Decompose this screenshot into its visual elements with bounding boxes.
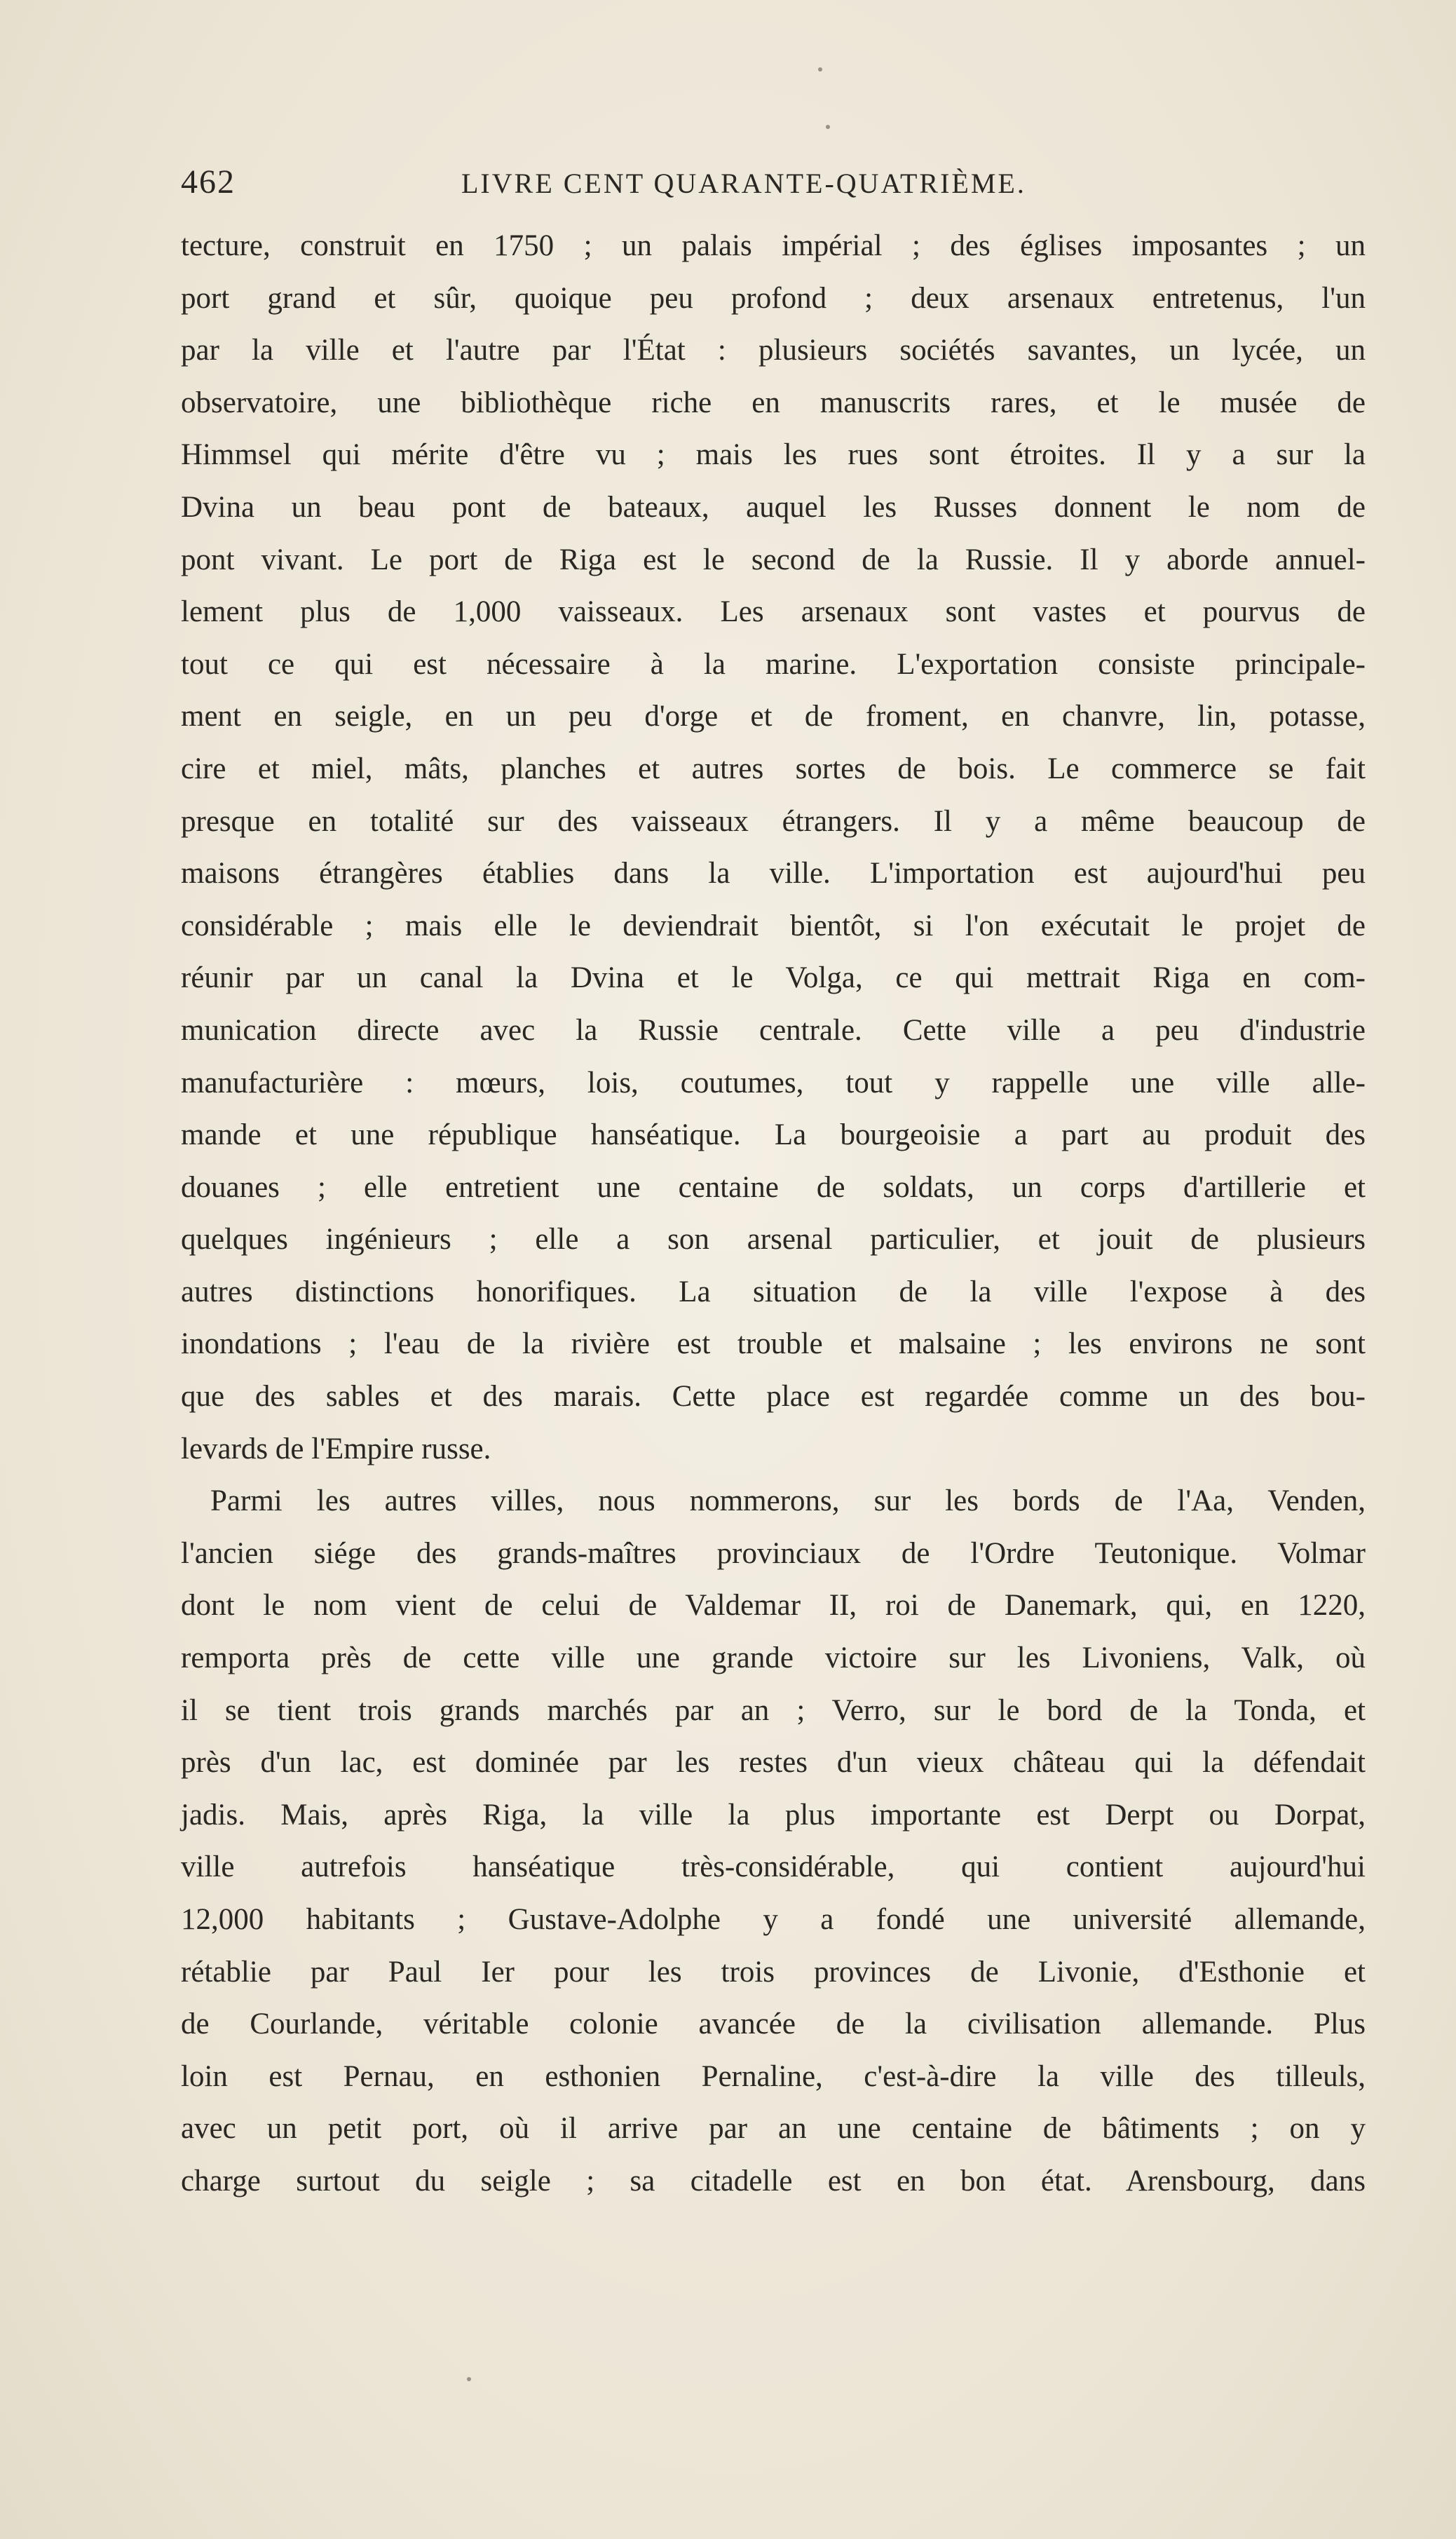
text-line: l'ancien siége des grands-maîtres provinciaux de l'Ordre Teutonique. Volmar bbox=[181, 1536, 1366, 1570]
text-line: de Courlande, véritable colonie avancée de la civilisation allemande. Plus bbox=[181, 2007, 1366, 2041]
text-line: pont vivant. Le port de Riga est le second de la Russie. Il y aborde annuel- bbox=[181, 543, 1366, 576]
text-line: tecture, construit en 1750 ; un palais impérial ; des églises imposantes ; un bbox=[181, 229, 1366, 262]
text-line: que des sables et des marais. Cette place est regardée comme un des bou- bbox=[181, 1380, 1366, 1414]
text-line: remporta près de cette ville une grande victoire sur les Livoniens, Valk, où bbox=[181, 1641, 1366, 1675]
text-line: lement plus de 1,000 vaisseaux. Les arsenaux sont vastes et pourvus de bbox=[181, 595, 1366, 629]
text-line: ment en seigle, en un peu d'orge et de froment, en chanvre, lin, potasse, bbox=[181, 700, 1366, 733]
text-line: il se tient trois grands marchés par an ; Verro, sur le bord de la Tonda, et bbox=[181, 1693, 1366, 1727]
text-line: charge surtout du seigle ; sa citadelle est en bon état. Arensbourg, dans bbox=[181, 2164, 1366, 2198]
text-line: près d'un lac, est dominée par les restes d'un vieux château qui la défendait bbox=[181, 1746, 1366, 1780]
text-line: presque en totalité sur des vaisseaux étrangers. Il y a même beaucoup de bbox=[181, 804, 1366, 838]
paper-speck bbox=[818, 67, 822, 72]
text-line: loin est Pernau, en esthonien Pernaline, c'est-à-dire la ville des tilleuls, bbox=[181, 2059, 1366, 2093]
text-line-paragraph-end: levards de l'Empire russe. bbox=[181, 1432, 491, 1465]
text-line: Dvina un beau pont de bateaux, auquel les Russes donnent le nom de bbox=[181, 490, 1366, 524]
text-line: inondations ; l'eau de la rivière est trouble et malsaine ; les environs ne sont bbox=[181, 1327, 1366, 1361]
text-line: port grand et sûr, quoique peu profond ; deux arsenaux entretenus, l'un bbox=[181, 281, 1366, 315]
text-line: ville autrefois hanséatique très-considérable, qui contient aujourd'hui bbox=[181, 1850, 1366, 1884]
paper-speck bbox=[467, 2377, 471, 2381]
text-line-paragraph-start: Parmi les autres villes, nous nommerons, sur les bords de l'Aa, Venden, bbox=[210, 1484, 1366, 1518]
text-line: maisons étrangères établies dans la ville. L'importation est aujourd'hui peu bbox=[181, 857, 1366, 891]
body-text bbox=[181, 220, 1366, 2208]
text-line: dont le nom vient de celui de Valdemar II, roi de Danemark, qui, en 1220, bbox=[181, 1589, 1366, 1623]
text-line: mande et une république hanséatique. La bourgeoisie a part au produit des bbox=[181, 1118, 1366, 1152]
text-line: jadis. Mais, après Riga, la ville la plus importante est Derpt ou Dorpat, bbox=[181, 1798, 1366, 1832]
page-number: 462 bbox=[181, 163, 236, 201]
text-line: Himmsel qui mérite d'être vu ; mais les rues sont étroites. Il y a sur la bbox=[181, 438, 1366, 472]
text-line: avec un petit port, où il arrive par an une centaine de bâtiments ; on y bbox=[181, 2112, 1366, 2146]
page-header bbox=[181, 163, 1359, 205]
text-line: cire et miel, mâts, planches et autres sortes de bois. Le commerce se fait bbox=[181, 752, 1366, 785]
text-line: réunir par un canal la Dvina et le Volga, ce qui mettrait Riga en com- bbox=[181, 961, 1366, 995]
text-line: autres distinctions honorifiques. La situation de la ville l'expose à des bbox=[181, 1275, 1366, 1308]
text-line: observatoire, une bibliothèque riche en manuscrits rares, et le musée de bbox=[181, 386, 1366, 419]
text-line: munication directe avec la Russie centrale. Cette ville a peu d'industrie bbox=[181, 1013, 1366, 1047]
text-line: rétablie par Paul Ier pour les trois provinces de Livonie, d'Esthonie et bbox=[181, 1955, 1366, 1989]
text-line: 12,000 habitants ; Gustave-Adolphe y a fondé une université allemande, bbox=[181, 1903, 1366, 1936]
running-head: LIVRE CENT QUARANTE-QUATRIÈME. bbox=[461, 168, 1026, 199]
paper-speck bbox=[826, 125, 830, 129]
text-line: tout ce qui est nécessaire à la marine. L'exportation consiste principale- bbox=[181, 647, 1366, 681]
text-line: considérable ; mais elle le deviendrait bientôt, si l'on exécutait le projet de bbox=[181, 909, 1366, 942]
text-line: par la ville et l'autre par l'État : plusieurs sociétés savantes, un lycée, un bbox=[181, 334, 1366, 367]
text-line: manufacturière : mœurs, lois, coutumes, tout y rappelle une ville alle- bbox=[181, 1066, 1366, 1099]
text-line: douanes ; elle entretient une centaine de soldats, un corps d'artillerie et bbox=[181, 1170, 1366, 1204]
text-line: quelques ingénieurs ; elle a son arsenal particulier, et jouit de plusieurs bbox=[181, 1223, 1366, 1257]
